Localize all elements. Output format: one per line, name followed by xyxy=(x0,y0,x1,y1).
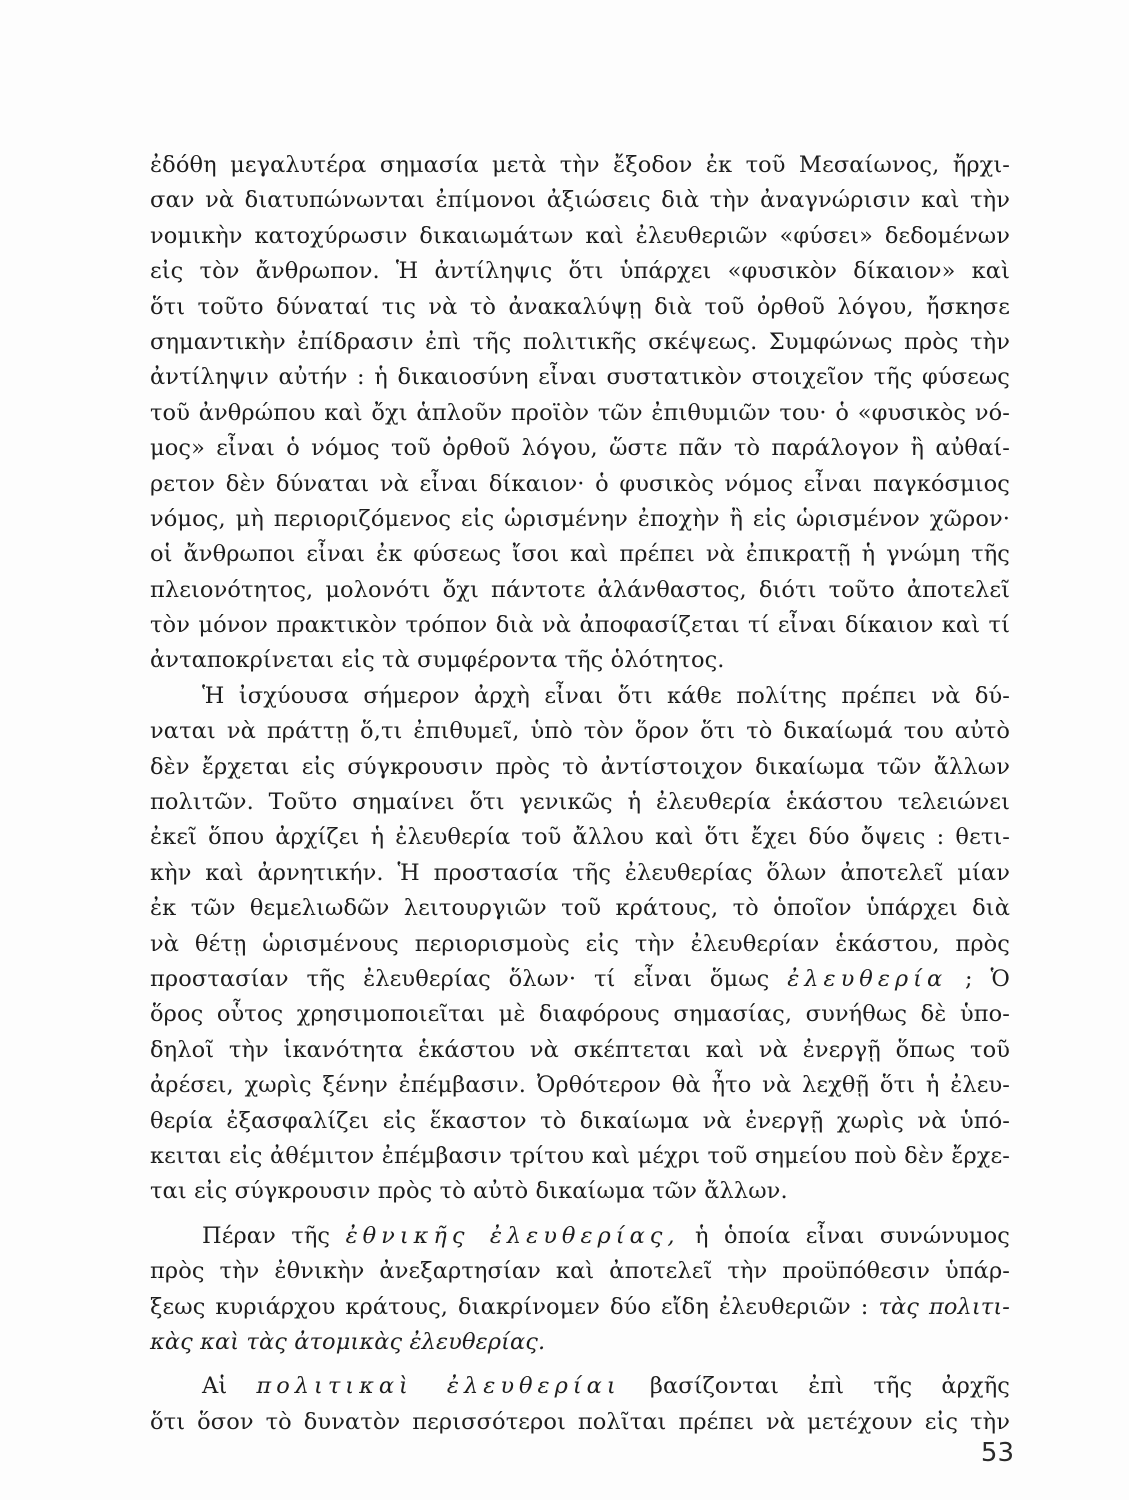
text-line: πλειονότητος, μολονότι ὄχι πάντοτε ἀλάνθαστος, διότι τοῦτο ἀποτελεῖ xyxy=(150,576,1010,603)
text-line: τὸν μόνον πρακτικὸν τρόπον διὰ νὰ ἀποφασίζεται τί εἶναι δίκαιον καὶ τί xyxy=(150,612,1010,639)
text-line: νὰ θέτῃ ὡρισμένους περιορισμοὺς εἰς τὴν ἐλευθερίαν ἑκάστου, πρὸς xyxy=(150,930,1010,957)
text-fragment: Πέραν τῆς xyxy=(202,1222,331,1249)
text-line: δηλοῖ τὴν ἱκανότητα ἑκάστου νὰ σκέπτεται καὶ νὰ ἐνεργῇ ὅπως τοῦ xyxy=(150,1036,1010,1063)
text-line: πρὸς τὴν ἐθνικὴν ἀνεξαρτησίαν καὶ ἀποτελεῖ τὴν προϋπόθεσιν ὑπάρ- xyxy=(150,1258,1010,1285)
text-line: ναται νὰ πράττῃ ὅ,τι ἐπιθυμεῖ, ὑπὸ τὸν ὅρον ὅτι τὸ δικαίωμά του αὐτὸ xyxy=(150,718,1010,745)
text-line: μος» εἶναι ὁ νόμος τοῦ ὀρθοῦ λόγου, ὥστε πᾶν τὸ παράλογον ἢ αὐθαί- xyxy=(150,435,1010,462)
text-fragment: ἡ ὁποία εἶναι συνώνυμος xyxy=(694,1222,1010,1249)
text-fragment: ξεως κυριάρχου κράτους, διακρίνομεν δύο εἴδη ἐλευθεριῶν : xyxy=(150,1293,869,1320)
text-line xyxy=(150,962,1010,997)
text-line: Ἡ ἰσχύουσα σήμερον ἀρχὴ εἶναι ὅτι κάθε πολίτης πρέπει νὰ δύ- xyxy=(202,682,1010,709)
text-line: κὰς καὶ τὰς ἀτομικὰς ἐλευθερίας. xyxy=(150,1328,546,1355)
text-line: εἰς τὸν ἄνθρωπον. Ἡ ἀντίληψις ὅτι ὑπάρχει «φυσικὸν δίκαιον» καὶ xyxy=(150,258,1010,285)
text-fragment: Αἱ xyxy=(202,1373,228,1400)
spaced-term: ἐλευθερία xyxy=(787,965,948,992)
text-line: πολιτῶν. Τοῦτο σημαίνει ὅτι γενικῶς ἡ ἐλευθερία ἑκάστου τελειώνει xyxy=(150,789,1010,816)
text-line xyxy=(150,1290,1010,1325)
text-line: ται εἰς σύγκρουσιν πρὸς τὸ αὐτὸ δικαίωμα τῶν ἄλλων. xyxy=(150,1178,788,1205)
text-line: τοῦ ἀνθρώπου καὶ ὄχι ἁπλοῦν προϊὸν τῶν ἐπιθυμιῶν του· ὁ «φυσικὸς νό- xyxy=(150,399,1010,426)
text-line: ἐκεῖ ὅπου ἀρχίζει ἡ ἐλευθερία τοῦ ἄλλου καὶ ὅτι ἔχει δύο ὄψεις : θετι- xyxy=(150,824,1010,851)
text-line xyxy=(150,1369,1010,1404)
text-line: κὴν καὶ ἀρνητικήν. Ἡ προστασία τῆς ἐλευθερίας ὅλων ἀποτελεῖ μίαν xyxy=(150,859,1010,886)
text-line: σημαντικὴν ἐπίδρασιν ἐπὶ τῆς πολιτικῆς σκέψεως. Συμφώνως πρὸς τὴν xyxy=(150,328,1010,355)
spaced-term: ἐθνικῆς ἐλευθερίας, xyxy=(345,1222,680,1249)
text-line: ὅτι τοῦτο δύναταί τις νὰ τὸ ἀνακαλύψῃ διὰ τοῦ ὀρθοῦ λόγου, ἤσκησε xyxy=(150,293,1010,320)
text-line: οἱ ἄνθρωποι εἶναι ἐκ φύσεως ἴσοι καὶ πρέπει νὰ ἐπικρατῇ ἡ γνώμη τῆς xyxy=(150,541,1010,568)
page-number: 53 xyxy=(980,1438,1014,1468)
text-line: κειται εἰς ἀθέμιτον ἐπέμβασιν τρίτου καὶ μέχρι τοῦ σημείου ποὺ δὲν ἔρχε- xyxy=(150,1142,1010,1169)
text-line: ἀνταποκρίνεται εἰς τὰ συμφέροντα τῆς ὁλότητος. xyxy=(150,647,725,674)
text-line: ἐκ τῶν θεμελιωδῶν λειτουργιῶν τοῦ κράτους, τὸ ὁποῖον ὑπάρχει διὰ xyxy=(150,895,1010,922)
text-line: ὅτι ὅσον τὸ δυνατὸν περισσότεροι πολῖται πρέπει νὰ μετέχουν εἰς τὴν xyxy=(150,1408,1010,1435)
text-fragment: προστασίαν τῆς ἐλευθερίας ὅλων· τί εἶναι ὅμως xyxy=(150,965,770,992)
text-line: ὅρος οὗτος χρησιμοποιεῖται μὲ διαφόρους σημασίας, συνήθως δὲ ὑπο- xyxy=(150,1001,1010,1028)
text-line: ἀρέσει, χωρὶς ξένην ἐπέμβασιν. Ὀρθότερον θὰ ἦτο νὰ λεχθῇ ὅτι ἡ ἐλευ- xyxy=(150,1072,1010,1099)
italic-term: τὰς πολιτι- xyxy=(878,1293,1010,1320)
text-line: ἀντίληψιν αὐτήν : ἡ δικαιοσύνη εἶναι συστατικὸν στοιχεῖον τῆς φύσεως xyxy=(150,364,1010,391)
text-line: ρετον δὲν δύναται νὰ εἶναι δίκαιον· ὁ φυσικὸς νόμος εἶναι παγκόσμιος xyxy=(150,470,1010,497)
text-line: δὲν ἔρχεται εἰς σύγκρουσιν πρὸς τὸ ἀντίστοιχον δικαίωμα τῶν ἄλλων xyxy=(150,753,1010,780)
text-line xyxy=(150,1219,1010,1254)
text-line: σαν νὰ διατυπώνωνται ἐπίμονοι ἀξιώσεις διὰ τὴν ἀναγνώρισιν καὶ τὴν xyxy=(150,187,1010,214)
text-line: νομικὴν κατοχύρωσιν δικαιωμάτων καὶ ἐλευθεριῶν «φύσει» δεδομένων xyxy=(150,222,1010,249)
text-line: νόμος, μὴ περιοριζόμενος εἰς ὡρισμένην ἐποχὴν ἢ εἰς ὡρισμένον χῶρον· xyxy=(150,505,1010,532)
text-line: ἐδόθη μεγαλυτέρα σημασία μετὰ τὴν ἔξοδον ἐκ τοῦ Μεσαίωνος, ἤρχι- xyxy=(150,152,1010,178)
spaced-term: πολιτικαὶ ἐλευθερίαι xyxy=(256,1373,621,1400)
body-text xyxy=(150,148,1010,1440)
text-line: θερία ἐξασφαλίζει εἰς ἕκαστον τὸ δικαίωμα νὰ ἐνεργῇ χωρὶς νὰ ὑπό- xyxy=(150,1107,1010,1134)
text-fragment: ; Ὁ xyxy=(965,965,1010,992)
text-fragment: βασίζονται ἐπὶ τῆς ἀρχῆς xyxy=(649,1373,1010,1400)
